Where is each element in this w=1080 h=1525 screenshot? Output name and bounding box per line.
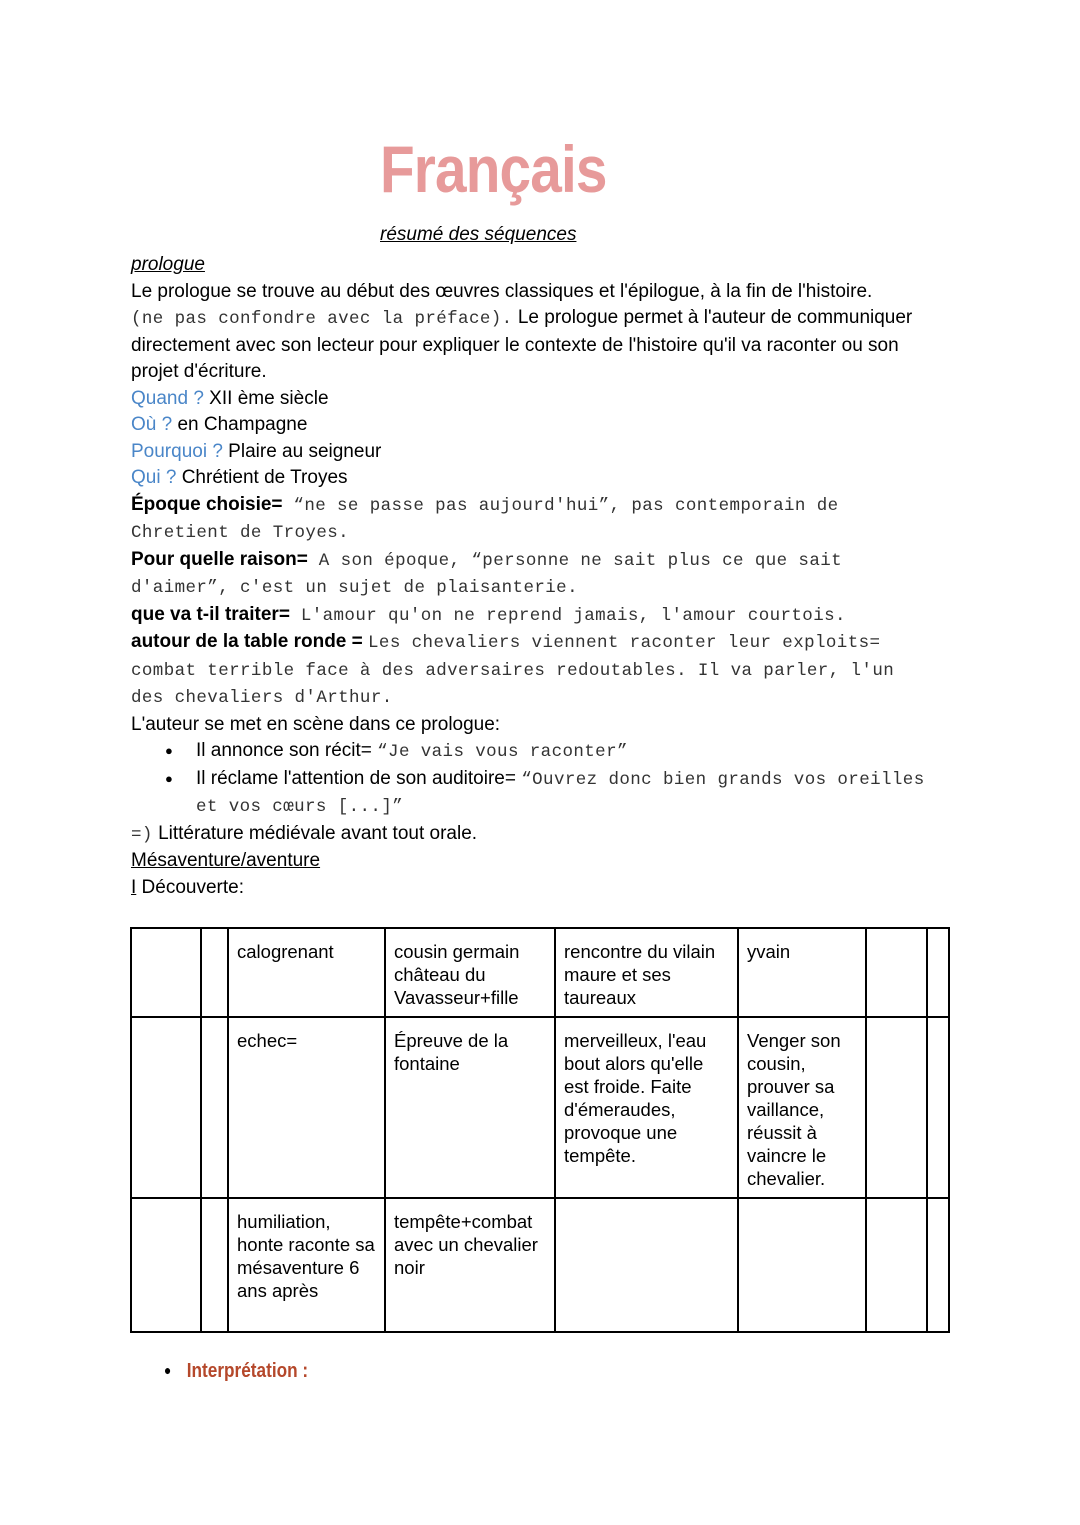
prologue-section <box>131 252 931 901</box>
mesaventure-heading: Mésaventure/aventure <box>131 850 321 871</box>
table-cell <box>131 928 201 1017</box>
list-item: ● Il annonce son récit= “Je vais vous raconter” <box>196 738 931 766</box>
list-item: ● Il réclame l'attention de son auditoire= “Ouvrez donc bien grands vos oreilles et vos cœurs [...]” <box>196 766 931 821</box>
prologue-paragraph: Le prologue se trouve au début des œuvres classiques et l'épilogue, à la fin de l'histoire. (ne pas confondre avec la préface). Le prologue permet à l'auteur de communiquer directement avec son lecteur pour expliquer le contexte de l'histoire qu'il va raconter ou son projet d'écriture. <box>131 280 913 382</box>
page-subtitle: résumé des séquences <box>380 224 577 245</box>
table-cell <box>201 1198 228 1332</box>
table-row <box>131 1198 949 1332</box>
table-cell <box>866 1198 927 1332</box>
table-cell <box>927 928 949 1017</box>
table-cell: Épreuve de la fontaine <box>385 1017 555 1198</box>
question-ou: Où ? en Champagne <box>131 414 308 435</box>
decouverte-table <box>130 927 950 1333</box>
conclusion-line: =) Littérature médiévale avant tout orale. <box>131 822 478 845</box>
table-row <box>131 1017 949 1198</box>
scene-bullet-list <box>131 738 931 821</box>
traiter-line: que va t-il traiter= L'amour qu'on ne reprend jamais, l'amour courtois. <box>131 603 846 626</box>
question-quand: Quand ? XII ème siècle <box>131 387 329 409</box>
table-cell: echec= <box>228 1017 385 1198</box>
decouverte-heading: I Découverte: <box>131 876 245 898</box>
table-cell: yvain <box>738 928 866 1017</box>
table-cell <box>201 928 228 1017</box>
interpretation-heading: ● Interprétation : <box>164 1360 309 1382</box>
table-cell <box>738 1198 866 1332</box>
table-cell <box>927 1017 949 1198</box>
epoque-line: Époque choisie= “ne se passe pas aujourd'hui”, pas contemporain de Chretient de Troyes. <box>131 493 839 543</box>
question-qui: Qui ? Chrétient de Troyes <box>131 467 348 488</box>
table-cell <box>131 1017 201 1198</box>
table-cell <box>927 1198 949 1332</box>
question-pourquoi: Pourquoi ? Plaire au seigneur <box>131 440 382 462</box>
bullet-icon: ● <box>164 1362 172 1378</box>
prologue-heading: prologue <box>131 254 205 275</box>
table-cell: rencontre du vilain maure et ses taureaux <box>555 928 738 1017</box>
table-cell <box>866 928 927 1017</box>
scene-line: L'auteur se met en scène dans ce prologue: <box>131 713 501 735</box>
table-cell: cousin germain château du Vavasseur+fille <box>385 928 555 1017</box>
table-cell <box>131 1198 201 1332</box>
table-cell: humiliation, honte raconte sa mésaventure 6 ans après <box>228 1198 385 1332</box>
table-ronde-line: autour de la table ronde = Les chevaliers viennent raconter leur exploits= combat terrible face à des adversaires redoutables. Il va parler, l'un des chevaliers d'Arthur. <box>131 631 895 708</box>
table-row <box>131 928 949 1017</box>
table-cell: calogrenant <box>228 928 385 1017</box>
page-title: Français <box>380 132 607 206</box>
raison-line: Pour quelle raison= A son époque, “personne ne sait plus ce que sait d'aimer”, c'est un sujet de plaisanterie. <box>131 548 843 598</box>
table-cell: merveilleux, l'eau bout alors qu'elle est froide. Faite d'émeraudes, provoque une tempête. <box>555 1017 738 1198</box>
table-cell <box>201 1017 228 1198</box>
table-cell: Venger son cousin, prouver sa vaillance, réussit à vaincre le chevalier. <box>738 1017 866 1198</box>
table-cell: tempête+combat avec un chevalier noir <box>385 1198 555 1332</box>
table-cell <box>555 1198 738 1332</box>
table-cell <box>866 1017 927 1198</box>
